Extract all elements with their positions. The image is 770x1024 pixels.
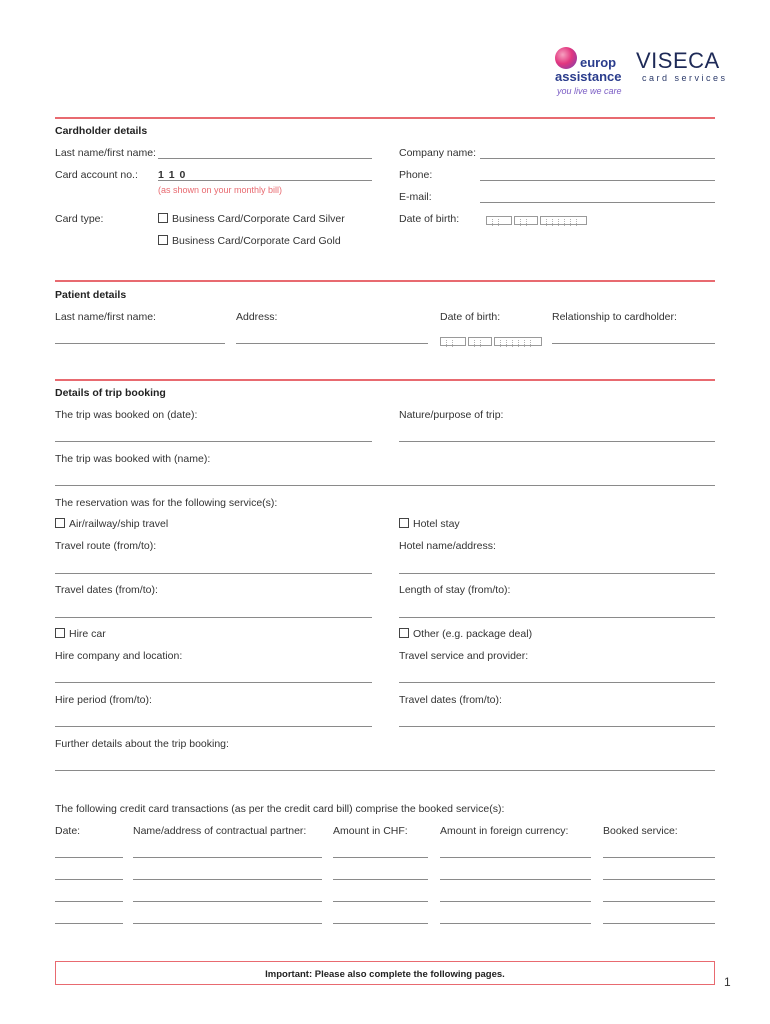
trip-booked-with-field[interactable]	[55, 485, 715, 486]
cardholder-dob-year-boxes[interactable]	[540, 216, 587, 225]
transaction-chf-field[interactable]	[333, 923, 428, 924]
air-travel-option[interactable]	[55, 518, 168, 530]
patient-name-label: Last name/first name:	[55, 311, 156, 323]
trip-booked-on-field[interactable]	[55, 441, 372, 442]
transaction-service-field[interactable]	[603, 901, 715, 902]
hire-company-field[interactable]	[55, 682, 372, 683]
transaction-chf-field[interactable]	[333, 879, 428, 880]
trip-section-title: Details of trip booking	[55, 387, 166, 399]
patient-dob-label: Date of birth:	[440, 311, 501, 323]
cardholder-name-label: Last name/first name:	[55, 147, 156, 159]
hire-car-option[interactable]	[55, 628, 106, 640]
important-notice-box	[55, 961, 715, 985]
hotel-stay-option[interactable]	[399, 518, 460, 530]
trip-booked-on-label: The trip was booked on (date):	[55, 409, 198, 421]
travel-route-field[interactable]	[55, 573, 372, 574]
transaction-date-field[interactable]	[55, 879, 123, 880]
europ-assistance-logo-icon	[555, 47, 577, 69]
col-foreign-header: Amount in foreign currency:	[440, 825, 569, 837]
cardholder-section-title: Cardholder details	[55, 125, 148, 137]
further-details-field[interactable]	[55, 770, 715, 771]
hire-period-label: Hire period (from/to):	[55, 694, 152, 706]
card-type-silver-option[interactable]	[158, 213, 345, 225]
transaction-date-field[interactable]	[55, 901, 123, 902]
trip-booked-with-label: The trip was booked with (name):	[55, 453, 211, 465]
length-stay-field[interactable]	[399, 617, 715, 618]
card-type-gold-checkbox[interactable]	[158, 235, 168, 245]
company-name-field[interactable]	[480, 158, 715, 159]
col-date-header: Date:	[55, 825, 81, 837]
card-account-label: Card account no.:	[55, 169, 138, 181]
other-checkbox[interactable]	[399, 628, 409, 638]
transaction-chf-field[interactable]	[333, 857, 428, 858]
transactions-intro: The following credit card transactions (as per the credit card bill) comprise the booked service(s):	[55, 803, 505, 815]
transaction-service-field[interactable]	[603, 879, 715, 880]
cardholder-dob-day-boxes[interactable]	[486, 216, 512, 225]
card-type-label: Card type:	[55, 213, 104, 225]
hotel-stay-checkbox[interactable]	[399, 518, 409, 528]
patient-relationship-field[interactable]	[552, 343, 715, 344]
trip-nature-label: Nature/purpose of trip:	[399, 409, 504, 421]
col-partner-header: Name/address of contractual partner:	[133, 825, 307, 837]
email-label: E-mail:	[399, 191, 432, 203]
card-type-silver-checkbox[interactable]	[158, 213, 168, 223]
air-travel-label: Air/railway/ship travel	[69, 518, 169, 530]
patient-relationship-label: Relationship to cardholder:	[552, 311, 677, 323]
patient-address-label: Address:	[236, 311, 278, 323]
patient-dob-month-boxes[interactable]	[468, 337, 492, 346]
travel-dates2-field[interactable]	[399, 726, 715, 727]
patient-dob-year-boxes[interactable]	[494, 337, 542, 346]
travel-route-label: Travel route (from/to):	[55, 540, 157, 552]
phone-label: Phone:	[399, 169, 433, 181]
phone-field[interactable]	[480, 180, 715, 181]
viseca-logo-subtitle: card services	[642, 73, 728, 83]
other-label: Other (e.g. package deal)	[413, 628, 533, 640]
air-travel-checkbox[interactable]	[55, 518, 65, 528]
hire-car-checkbox[interactable]	[55, 628, 65, 638]
trip-nature-field[interactable]	[399, 441, 715, 442]
transaction-partner-field[interactable]	[133, 901, 322, 902]
travel-dates2-label: Travel dates (from/to):	[399, 694, 502, 706]
travel-service-label: Travel service and provider:	[399, 650, 529, 662]
col-service-header: Booked service:	[603, 825, 678, 837]
cardholder-name-field[interactable]	[158, 158, 372, 159]
patient-section-title: Patient details	[55, 289, 127, 301]
hotel-name-label: Hotel name/address:	[399, 540, 496, 552]
europ-assistance-logo-line2: assistance	[555, 69, 622, 84]
hotel-name-field[interactable]	[399, 573, 715, 574]
hire-company-label: Hire company and location:	[55, 650, 183, 662]
travel-dates-field[interactable]	[55, 617, 372, 618]
patient-dob-day-boxes[interactable]	[440, 337, 466, 346]
transaction-partner-field[interactable]	[133, 923, 322, 924]
transaction-date-field[interactable]	[55, 857, 123, 858]
viseca-logo: VISECA	[636, 48, 720, 73]
section-divider	[55, 280, 715, 282]
transaction-foreign-field[interactable]	[440, 901, 591, 902]
other-option[interactable]	[399, 628, 532, 640]
important-notice-text: Important: Please also complete the following pages.	[265, 969, 505, 980]
europ-assistance-tagline: you live we care	[557, 86, 622, 96]
hire-period-field[interactable]	[55, 726, 372, 727]
email-field[interactable]	[480, 202, 715, 203]
hotel-stay-label: Hotel stay	[413, 518, 460, 530]
transaction-date-field[interactable]	[55, 923, 123, 924]
card-type-gold-label: Business Card/Corporate Card Gold	[172, 235, 341, 247]
card-account-field[interactable]	[158, 180, 372, 181]
patient-name-field[interactable]	[55, 343, 225, 344]
transaction-foreign-field[interactable]	[440, 857, 591, 858]
company-name-label: Company name:	[399, 147, 477, 159]
services-intro: The reservation was for the following service(s):	[55, 497, 278, 509]
page-number: 1	[724, 975, 731, 989]
card-account-hint: (as shown on your monthly bill)	[158, 185, 283, 195]
col-chf-header: Amount in CHF:	[333, 825, 408, 837]
transaction-partner-field[interactable]	[133, 879, 322, 880]
further-details-label: Further details about the trip booking:	[55, 738, 229, 750]
transaction-foreign-field[interactable]	[440, 923, 591, 924]
hire-car-label: Hire car	[69, 628, 106, 640]
section-divider	[55, 117, 715, 119]
transaction-service-field[interactable]	[603, 923, 715, 924]
travel-dates-label: Travel dates (from/to):	[55, 584, 158, 596]
cardholder-dob-month-boxes[interactable]	[514, 216, 538, 225]
card-account-value[interactable]: 1 1 0	[158, 169, 187, 181]
section-divider	[55, 379, 715, 381]
card-type-gold-option[interactable]	[158, 235, 341, 247]
europ-assistance-logo-line1: europ	[580, 55, 617, 70]
transaction-partner-field[interactable]	[133, 857, 322, 858]
transaction-chf-field[interactable]	[333, 901, 428, 902]
length-stay-label: Length of stay (from/to):	[399, 584, 511, 596]
patient-address-field[interactable]	[236, 343, 428, 344]
transaction-service-field[interactable]	[603, 857, 715, 858]
transaction-foreign-field[interactable]	[440, 879, 591, 880]
cardholder-dob-label: Date of birth:	[399, 213, 460, 225]
travel-service-field[interactable]	[399, 682, 715, 683]
card-type-silver-label: Business Card/Corporate Card Silver	[172, 213, 345, 225]
